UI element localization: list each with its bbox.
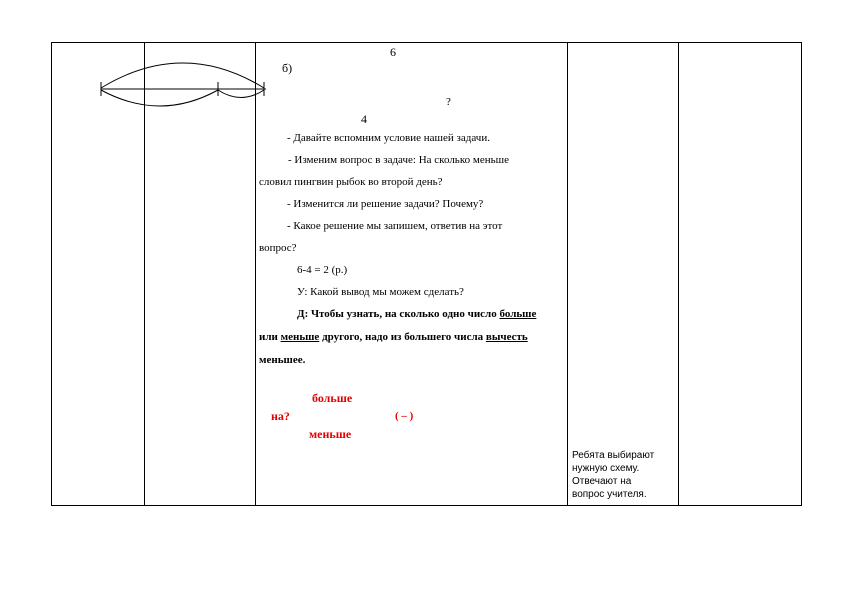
dialogue-line: - Изменится ли решение задачи? Почему? xyxy=(287,198,484,210)
conclusion-line-2: или меньше другого, надо из большего числа вычесть xyxy=(259,331,528,343)
scheme-bottom-number: 4 xyxy=(361,112,367,126)
scheme-small-arc xyxy=(218,90,264,98)
scheme-label-b: б) xyxy=(282,61,293,75)
activity-line: Ребята выбирают xyxy=(572,450,655,461)
scheme-top-arc xyxy=(101,63,264,88)
conclusion-line-1: Д: Чтобы узнать, на сколько одно число больше xyxy=(297,308,537,320)
dialogue-line: вопрос? xyxy=(259,242,297,254)
scheme-bottom-arc xyxy=(101,90,218,106)
equation: 6-4 = 2 (р.) xyxy=(297,264,348,276)
dialogue-line: - Давайте вспомним условие нашей задачи. xyxy=(287,132,490,144)
memo-less: меньше xyxy=(309,427,352,441)
activity-line: Отвечают на xyxy=(572,476,632,487)
memo-by-how-much: на? xyxy=(271,409,290,423)
dialogue-line: словил пингвин рыбок во второй день? xyxy=(259,176,443,188)
scheme-question-mark: ? xyxy=(446,96,451,108)
memo-minus: ( – ) xyxy=(395,410,414,422)
conclusion-line-3: меньшее. xyxy=(259,354,306,366)
teacher-question: У: Какой вывод мы можем сделать? xyxy=(297,286,464,298)
activity-line: вопрос учителя. xyxy=(572,489,647,500)
dialogue-line: - Изменим вопрос в задаче: На сколько меньше xyxy=(288,154,509,166)
memo-more: больше xyxy=(312,391,353,405)
activity-line: нужную схему. xyxy=(572,463,640,474)
student-activity xyxy=(572,449,672,501)
scheme-top-number: 6 xyxy=(390,45,396,59)
dialogue-line: - Какое решение мы запишем, ответив на этот xyxy=(287,220,503,232)
